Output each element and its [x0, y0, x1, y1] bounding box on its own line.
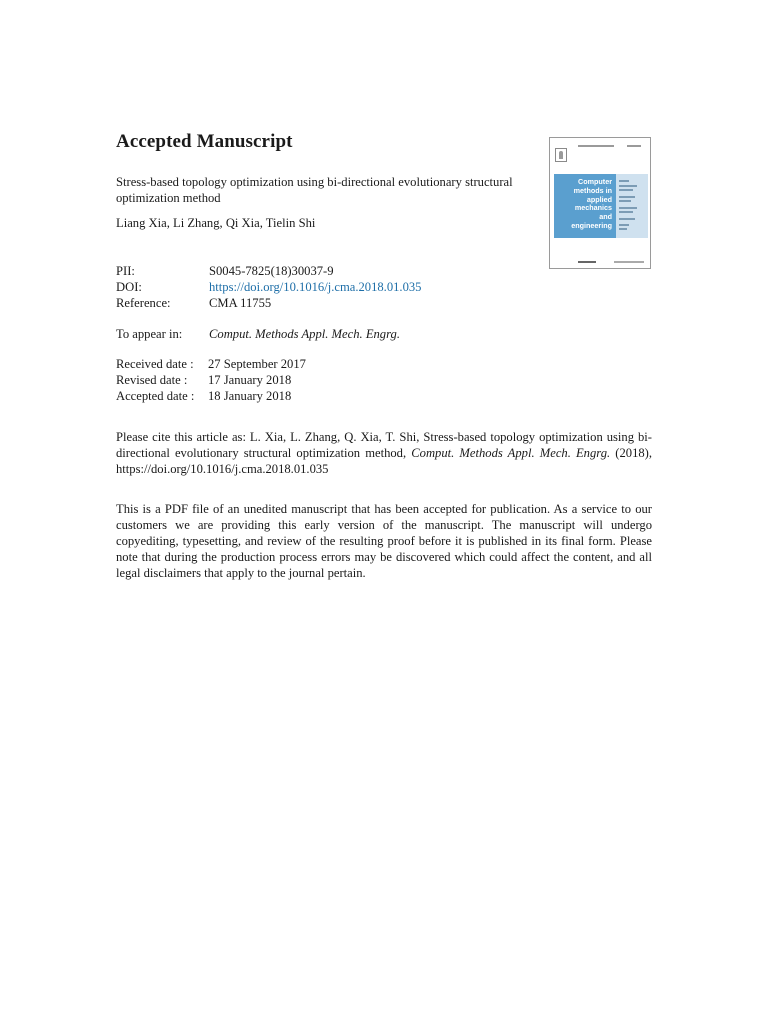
pii-label: PII:: [116, 264, 135, 278]
pii-row: [116, 263, 421, 279]
article-authors: Liang Xia, Li Zhang, Qi Xia, Tielin Shi: [116, 216, 316, 230]
accepted-row: [116, 388, 306, 404]
cover-side-panel: [616, 174, 648, 238]
cover-title-line: mechanics: [574, 203, 612, 213]
received-date: 27 September 2017: [208, 357, 306, 371]
revised-row: [116, 372, 306, 388]
citation-prefix: Please cite this article as: L. Xia, L. Zhang, Q. Xia, T. Shi, Stress-based topology optimization using bi-directional evolutionary structural optimization method,: [116, 430, 652, 460]
cover-title-line: applied: [586, 194, 612, 204]
dates-block: [116, 356, 306, 404]
received-row: [116, 356, 306, 372]
doi-link[interactable]: https://doi.org/10.1016/j.cma.2018.01.035: [209, 280, 422, 294]
article-title: Stress-based topology optimization using bi-directional evolutionary structural optimization method: [116, 175, 513, 205]
citation-suffix: (2018), https://doi.org/10.1016/j.cma.2018.01.035: [116, 446, 653, 476]
revised-date: 17 January 2018: [208, 373, 292, 387]
revised-label: Revised date :: [116, 373, 188, 387]
manuscript-notice: This is a PDF file of an unedited manuscript that has been accepted for publication. As a service to our customers we are providing this early version of the manuscript. The manuscript will undergo copyediting, typesetting, and review of the resulting proof before it is published in its final form. Please note that during the production process errors may be discovered which could affect the content, and all legal disclaimers that apply to the journal pertain.: [116, 502, 652, 580]
appear-row: [116, 326, 400, 342]
cover-title-line: methods in: [573, 185, 612, 195]
identifier-block: [116, 263, 421, 311]
appear-journal: Comput. Methods Appl. Mech. Engrg.: [209, 327, 400, 341]
reference-label: Reference:: [116, 296, 171, 310]
citation-journal: Comput. Methods Appl. Mech. Engrg.: [411, 446, 611, 460]
cover-title-line: and: [599, 212, 612, 222]
journal-cover-image: [549, 137, 651, 269]
accepted-date: 18 January 2018: [208, 389, 292, 403]
reference-value: CMA 11755: [209, 296, 272, 310]
doi-row: [116, 279, 421, 295]
page-heading: Accepted Manuscript: [116, 131, 293, 152]
cover-title-line: Computer: [578, 177, 612, 186]
received-label: Received date :: [116, 357, 194, 371]
publisher-logo-icon: [555, 148, 567, 162]
appear-block: [116, 326, 400, 342]
doi-label: DOI:: [116, 280, 142, 294]
pii-value: S0045-7825(18)30037-9: [209, 264, 334, 278]
cover-title-line: engineering: [571, 220, 612, 230]
cover-title-band: [554, 174, 616, 238]
citation-paragraph: [116, 429, 652, 477]
appear-label: To appear in:: [116, 327, 183, 341]
accepted-label: Accepted date :: [116, 389, 195, 403]
reference-row: [116, 295, 421, 311]
